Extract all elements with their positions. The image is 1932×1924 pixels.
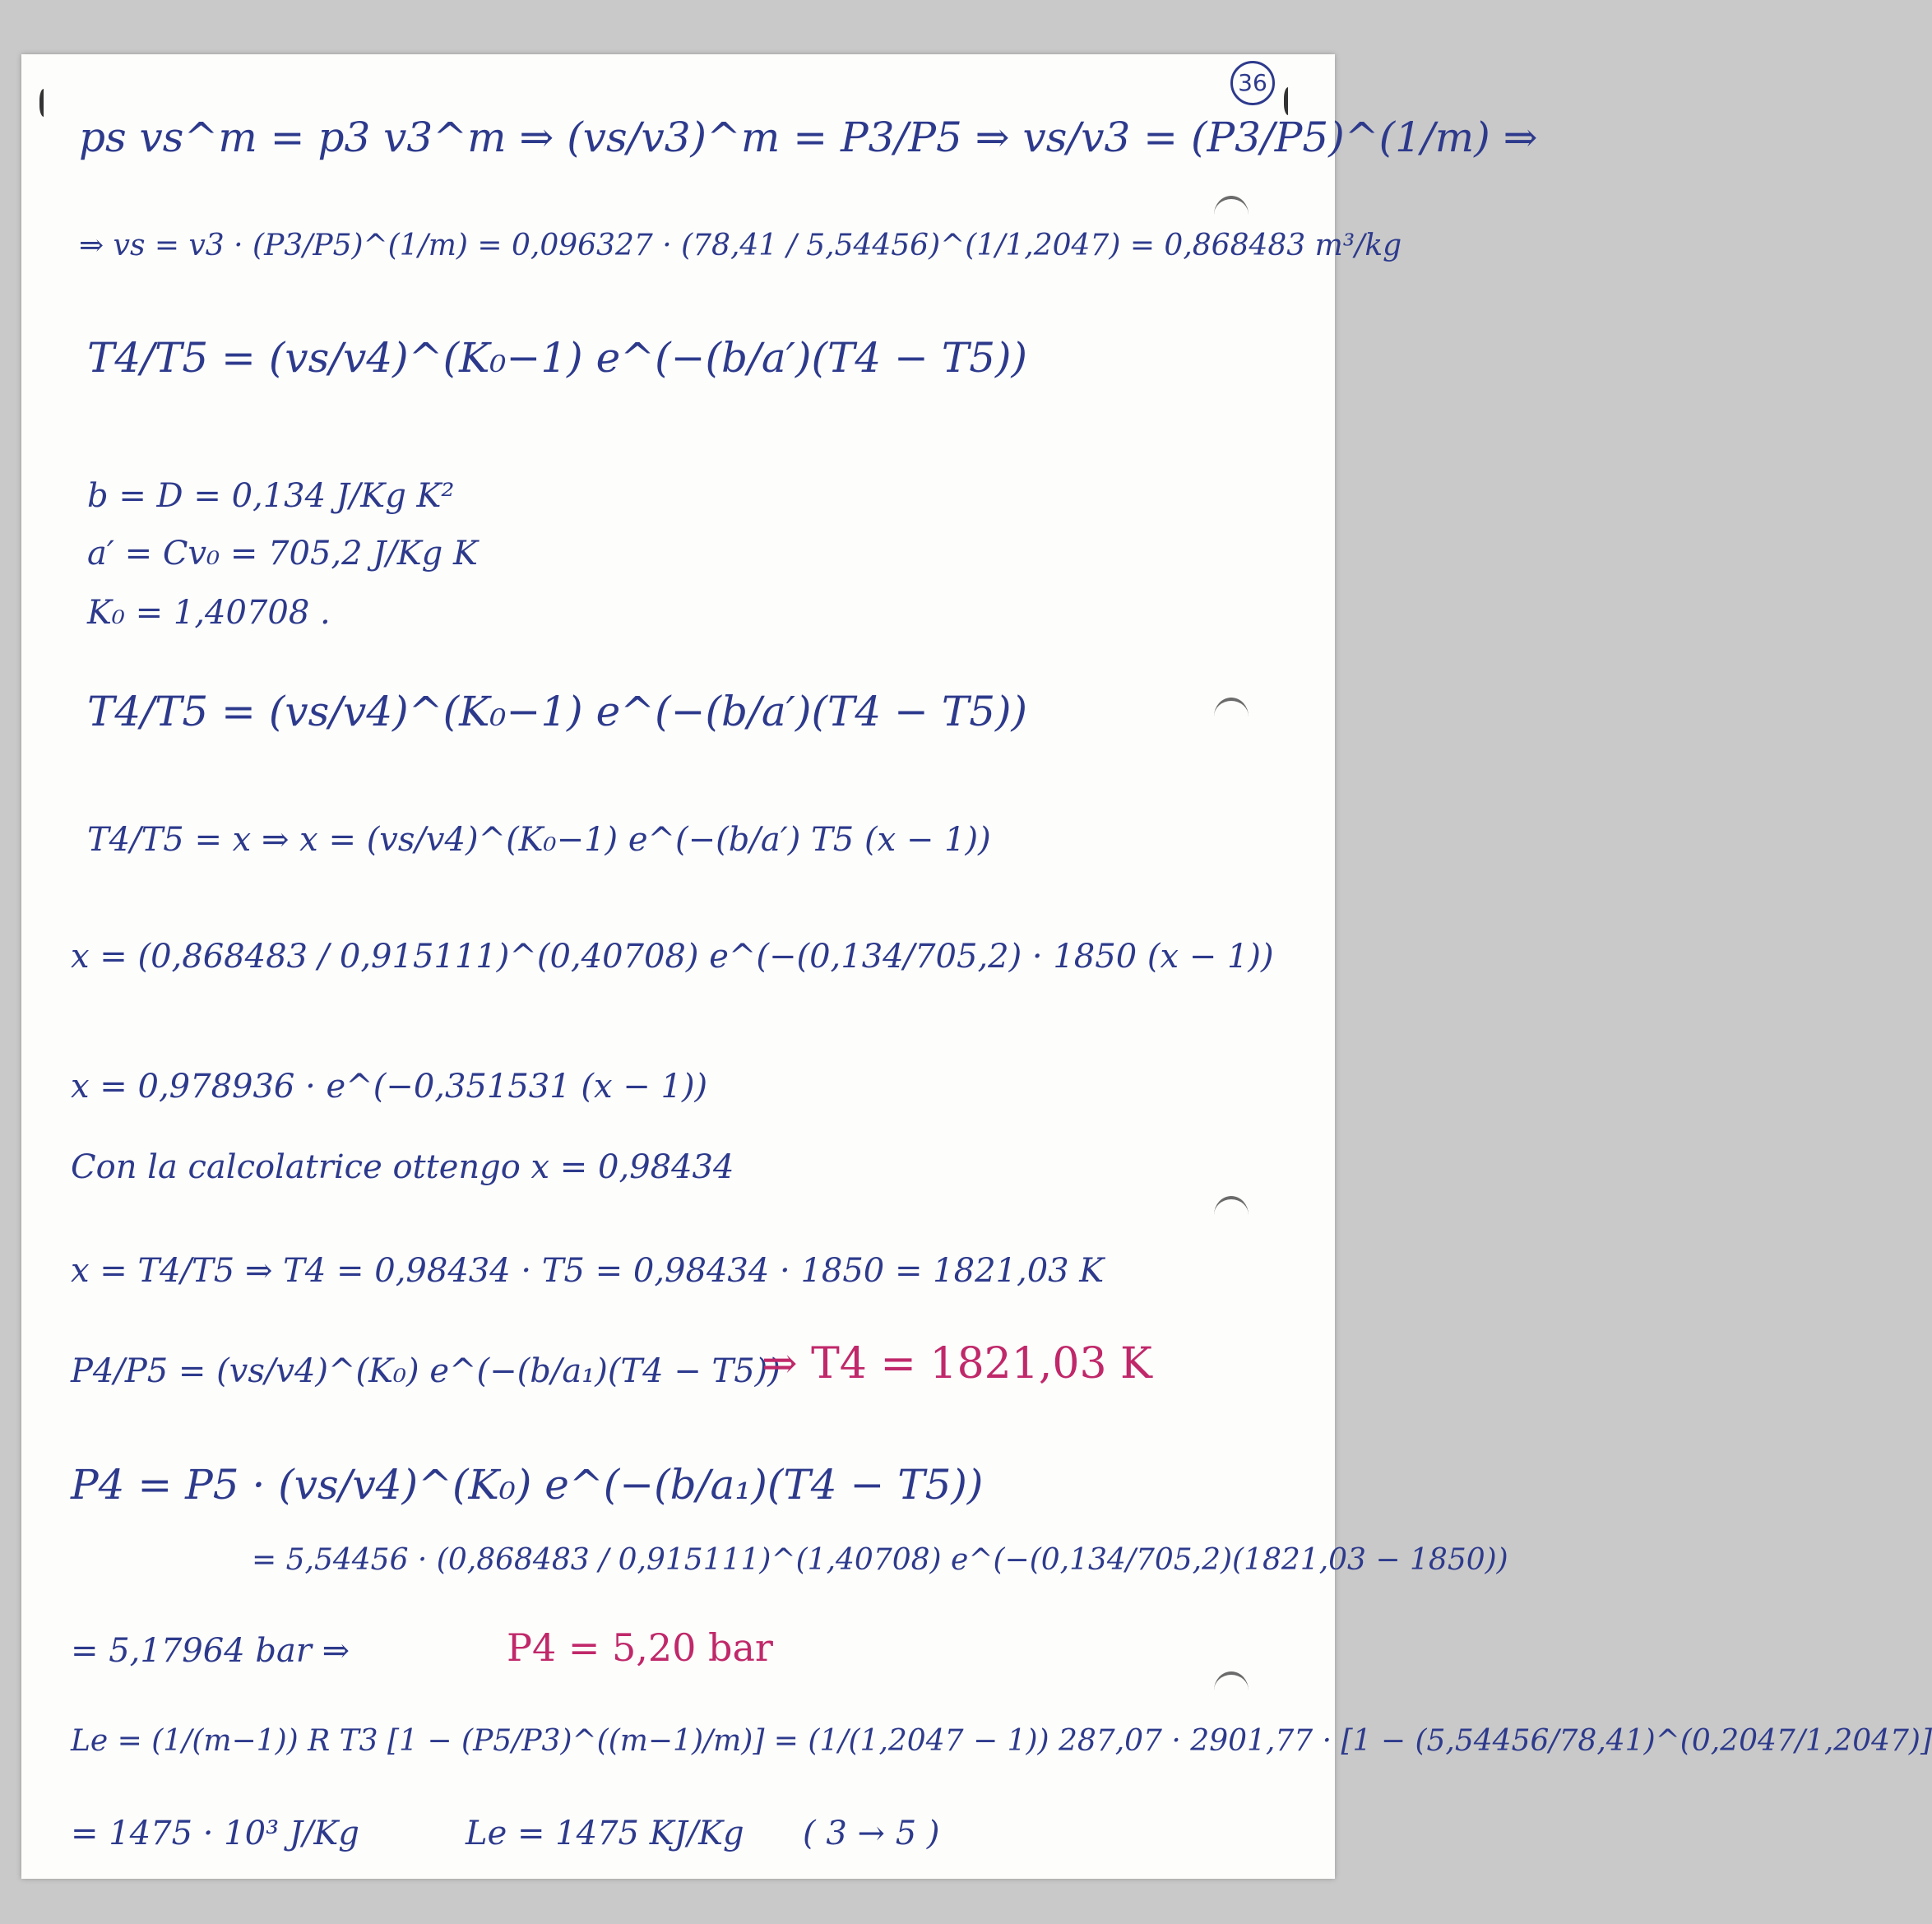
equation-x-numeric: x = (0,868483 / 0,915111)^(0,40708) e^(−(0,134/705,2) · 1850 (x − 1)) bbox=[71, 938, 1274, 976]
result-t4: ⇒ T4 = 1821,03 K bbox=[762, 1339, 1152, 1389]
equation-temperature-ratio-repeat: T4/T5 = (vs/v4)^(K₀−1) e^(−(b/a′)(T4 − T5)) bbox=[87, 688, 1028, 735]
equation-p4-value: = 5,17964 bar ⇒ bbox=[71, 1632, 350, 1670]
right-margin-mark bbox=[1284, 87, 1295, 115]
equation-polytropic-relation: ps vs^m = p3 v3^m ⇒ (vs/v3)^m = P3/P5 ⇒ vs/v3 = (P3/P5)^(1/m) ⇒ bbox=[79, 114, 1538, 161]
binder-hole-mark bbox=[1214, 1196, 1249, 1234]
constant-b: b = D = 0,134 J/Kg K² bbox=[87, 477, 455, 515]
equation-p4-numeric: = 5,54456 · (0,868483 / 0,915111)^(1,40708) e^(−(0,134/705,2)(1821,03 − 1850)) bbox=[252, 1543, 1508, 1577]
calculator-result: Con la calcolatrice ottengo x = 0,98434 bbox=[71, 1148, 734, 1186]
left-margin-mark bbox=[39, 89, 50, 117]
constant-k0: K₀ = 1,40708 . bbox=[87, 594, 331, 632]
notebook-page bbox=[21, 54, 1932, 1879]
equation-temperature-ratio: T4/T5 = (vs/v4)^(K₀−1) e^(−(b/a′)(T4 − T5)) bbox=[87, 334, 1028, 382]
equation-vs-result: ⇒ vs = v3 · (P3/P5)^(1/m) = 0,096327 · (78,41 / 5,54456)^(1/1,2047) = 0,868483 m³/kg bbox=[79, 229, 1402, 262]
binder-hole-mark bbox=[1214, 1671, 1249, 1709]
equation-work-le: Le = (1/(m−1)) R T3 [1 − (P5/P3)^((m−1)/m)] = (1/(1,2047 − 1)) 287,07 · 2901,77 · [1 − (5,54456/78,41)^(0,2047/1,2047)] bbox=[71, 1724, 1932, 1758]
process-label: ( 3 → 5 ) bbox=[803, 1815, 940, 1852]
binder-hole-mark bbox=[1214, 698, 1249, 735]
result-p4: P4 = 5,20 bar bbox=[507, 1625, 773, 1670]
equation-le-joules: = 1475 · 10³ J/Kg bbox=[71, 1815, 359, 1852]
equation-substitution-x: T4/T5 = x ⇒ x = (vs/v4)^(K₀−1) e^(−(b/a′) T5 (x − 1)) bbox=[87, 821, 991, 859]
page-number: 36 bbox=[1230, 61, 1275, 105]
equation-t4: x = T4/T5 ⇒ T4 = 0,98434 · T5 = 0,98434 · 1850 = 1821,03 K bbox=[71, 1252, 1105, 1290]
equation-le-kilojoules: Le = 1475 KJ/Kg bbox=[466, 1815, 744, 1852]
equation-p4: P4 = P5 · (vs/v4)^(K₀) e^(−(b/a₁)(T4 − T5)) bbox=[71, 1461, 984, 1509]
equation-pressure-ratio: P4/P5 = (vs/v4)^(K₀) e^(−(b/a₁)(T4 − T5)) bbox=[71, 1352, 781, 1390]
equation-x-simplified: x = 0,978936 · e^(−0,351531 (x − 1)) bbox=[71, 1068, 708, 1106]
constant-a-prime: a′ = Cv₀ = 705,2 J/Kg K bbox=[87, 535, 478, 573]
